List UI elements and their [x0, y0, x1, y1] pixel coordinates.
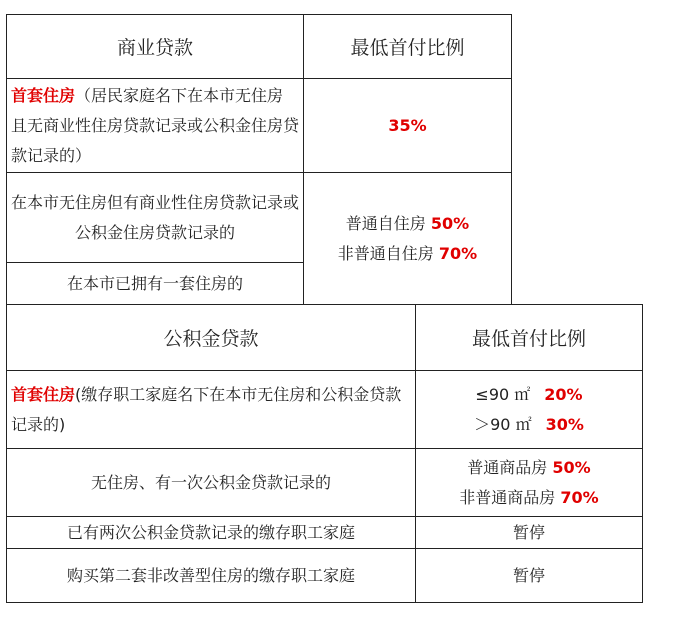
area-gt-90-ratio: 30% — [545, 414, 584, 434]
non-ordinary-commodity-label: 非普通商品房 — [459, 487, 561, 507]
provident-header-min-down-payment: 最低首付比例 — [416, 305, 643, 371]
commercial-no-home-with-record: 在本市无住房但有商业性住房贷款记录或公积金住房贷款记录的 — [7, 173, 304, 263]
area-le-90-line — [420, 380, 638, 410]
provident-first-home-label: 首套住房 — [11, 384, 76, 404]
provident-second-non-improvement-status: 暂停 — [416, 549, 643, 603]
provident-two-records-status: 暂停 — [416, 517, 643, 549]
commercial-header-min-down-payment: 最低首付比例 — [304, 15, 512, 79]
area-le-90-ratio: 20% — [544, 384, 583, 404]
provident-first-home-ratio-cell — [416, 371, 643, 449]
ordinary-home-ratio: 50% — [430, 213, 470, 233]
provident-header-loan-type: 公积金贷款 — [7, 305, 416, 371]
ordinary-home-label: 普通自住房 — [345, 213, 431, 233]
commercial-owns-one-home: 在本市已拥有一套住房的 — [7, 263, 304, 305]
non-ordinary-home-label: 非普通自住房 — [337, 243, 439, 263]
non-ordinary-home-ratio: 70% — [438, 243, 478, 263]
provident-two-records: 已有两次公积金贷款记录的缴存职工家庭 — [7, 517, 416, 549]
ordinary-commodity-label: 普通商品房 — [467, 457, 553, 477]
provident-fund-loan-table — [6, 304, 643, 603]
provident-first-home-condition — [7, 371, 416, 449]
commercial-first-home-ratio-cell — [304, 79, 512, 173]
ordinary-commodity-ratio: 50% — [552, 457, 591, 477]
non-ordinary-home-ratio-line — [308, 239, 507, 269]
commercial-second-ratio-cell — [304, 173, 512, 305]
provident-second-ratio-cell — [416, 449, 643, 517]
commercial-loan-table — [6, 14, 512, 305]
non-ordinary-commodity-ratio: 70% — [560, 487, 599, 507]
provident-second-non-improvement: 购买第二套非改善型住房的缴存职工家庭 — [7, 549, 416, 603]
first-home-description: （居民家庭名下在本市无住房且无商业性住房贷款记录或公积金住房贷款记录的） — [11, 85, 300, 165]
first-home-label: 首套住房 — [11, 85, 76, 105]
non-ordinary-commodity-ratio-line — [420, 483, 638, 513]
ordinary-home-ratio-line — [308, 209, 507, 239]
provident-first-home-description: (缴存职工家庭名下在本市无住房和公积金贷款记录的) — [11, 384, 402, 434]
commercial-header-loan-type: 商业贷款 — [7, 15, 304, 79]
area-gt-90-line — [420, 410, 638, 440]
commercial-first-home-ratio: 35% — [388, 115, 427, 135]
commercial-first-home-condition — [7, 79, 304, 173]
area-le-90-label: ≤90 ㎡ — [475, 384, 531, 404]
ordinary-commodity-ratio-line — [420, 453, 638, 483]
provident-no-home-one-record: 无住房、有一次公积金贷款记录的 — [7, 449, 416, 517]
area-gt-90-label: ＞90 ㎡ — [474, 414, 532, 434]
